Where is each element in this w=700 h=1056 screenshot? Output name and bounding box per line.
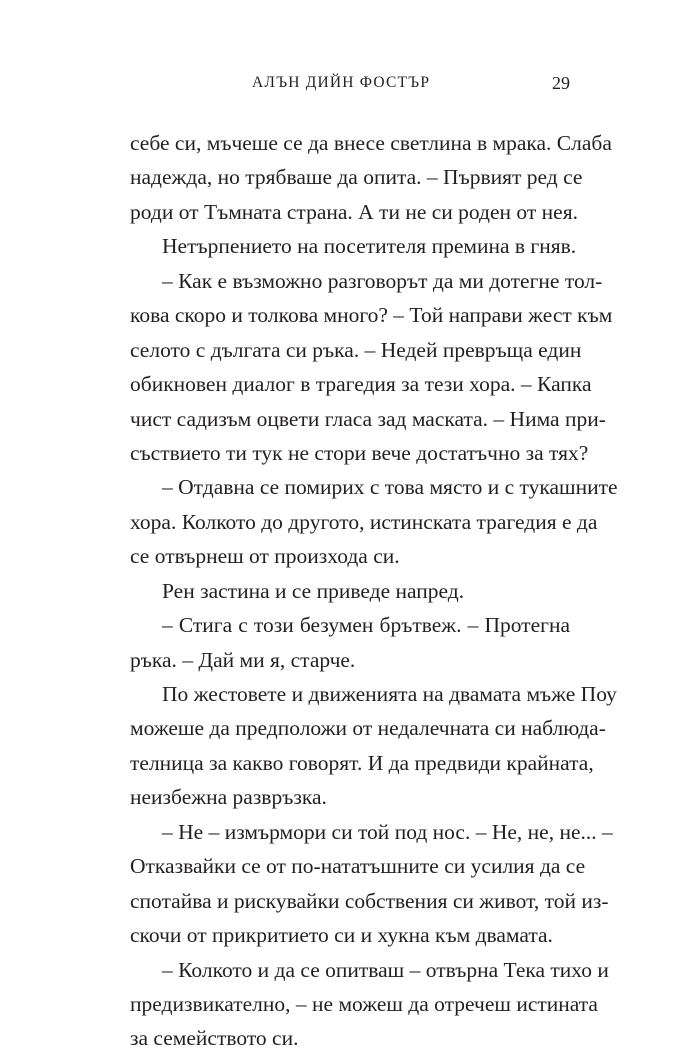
- text-line: Отказвайки се от по-нататъшните си усилия да се: [130, 854, 586, 879]
- text-line: ръка. – Дай ми я, старче.: [130, 647, 356, 672]
- text-line: се отвърнеш от произхода си.: [130, 544, 400, 569]
- text-line: обикновен диалог в трагедия за тези хора. – Капка: [130, 372, 592, 397]
- text-line: Нетърпението на посетителя премина в гняв.: [162, 234, 577, 259]
- text-line: можеше да предположи от недалечната си наблюда-: [130, 716, 606, 741]
- text-line: себе си, мъчеше се да внесе светлина в мрака. Слаба: [130, 131, 612, 155]
- body-text: [130, 126, 618, 1056]
- running-head: [130, 71, 570, 95]
- text-line: – Стига с този безумен брътвеж. – Протегна: [162, 613, 570, 638]
- text-line: неизбежна развръзка.: [130, 785, 327, 810]
- text-line: – Как е възможно разговорът да ми дотегне тол-: [162, 268, 603, 293]
- running-head-author: АЛЪН ДИЙН ФОСТЪР: [252, 74, 431, 91]
- text-line: – Отдавна се помирих с това място и с тукашните: [162, 475, 618, 500]
- text-line: – Колкото и да се опитваш – отвърна Тека тихо и: [162, 957, 609, 982]
- text-line: По жестовете и движенията на двамата мъже Поу: [162, 682, 617, 706]
- text-line: скочи от прикритието си и хукна към двамата.: [130, 923, 553, 948]
- text-line: надежда, но трябваше да опита. – Първият ред се: [130, 165, 583, 190]
- text-line: селото с дългата си ръка. – Недей превръща един: [130, 337, 582, 362]
- text-line: кова скоро и толкова много? – Той направи жест към: [130, 303, 613, 328]
- text-line: – Не – измърмори си той под нос. – Не, не, не... –: [162, 819, 613, 844]
- text-line: съствието ти тук не стори вече достатъчно за тях?: [130, 440, 589, 465]
- text-line: за семейството си.: [130, 1026, 299, 1051]
- text-line: предизвикателно, – не можеш да отречеш истината: [130, 991, 598, 1016]
- text-line: роди от Тъмната страна. А ти не си роден от нея.: [130, 199, 578, 224]
- text-line: хора. Колкото до другото, истинската трагедия е да: [130, 509, 598, 534]
- text-line: Рен застина и се приведе напред.: [162, 578, 465, 603]
- page-number: 29: [552, 73, 570, 93]
- text-line: чист садизъм оцвети гласа зад маската. – Нима при-: [130, 406, 606, 431]
- text-line: спотайва и рискувайки собствения си живот, той из-: [130, 888, 609, 913]
- text-line: телница за какво говорят. И да предвиди крайната,: [130, 750, 594, 775]
